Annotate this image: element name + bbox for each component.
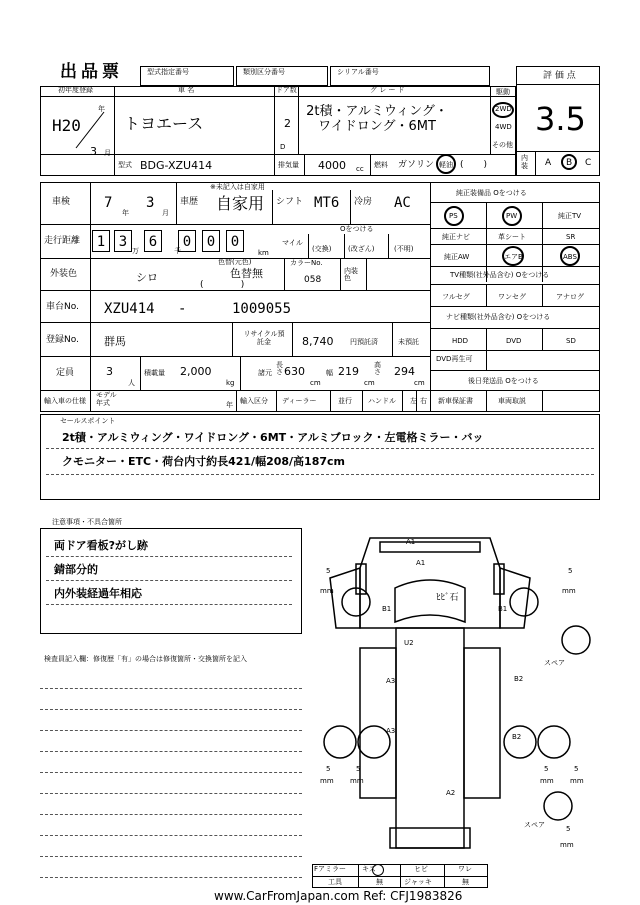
chassis-label: 車台No. <box>46 302 79 312</box>
inspection-month-unit: 月 <box>162 209 169 217</box>
car-name-label: 車 名 <box>178 86 195 94</box>
capacity-value: 3 <box>106 365 113 378</box>
meter-tamper: (改ざん) <box>348 245 375 253</box>
tire-fr: 5 <box>568 567 573 575</box>
interior-b: B <box>566 158 573 168</box>
category-box <box>236 66 328 86</box>
ac-label: 冷房 <box>354 197 373 207</box>
tire-unit-rl2: mm <box>350 777 364 785</box>
inspector-line <box>40 814 302 815</box>
legend-hibi: ヒビ <box>414 865 428 873</box>
length-value: 630 <box>284 365 305 378</box>
tire-rl2: 5 <box>356 765 361 773</box>
fuel-diesel: 軽油 <box>439 161 453 169</box>
equip-sr: SR <box>566 233 576 241</box>
diag-u2: U2 <box>404 639 414 647</box>
meter-options-note: Oをつける <box>340 225 374 233</box>
tire-rr1: 5 <box>544 765 549 773</box>
ac-value: AC <box>394 195 411 211</box>
equip-tv: 純正TV <box>558 212 582 220</box>
diag-a2: A2 <box>446 789 456 797</box>
car-name: トヨエース <box>124 114 204 133</box>
interior-a: A <box>545 158 552 168</box>
legend-kizu: キズ <box>362 865 376 873</box>
spare-value: 5 <box>566 825 571 833</box>
month-value: 3 <box>90 145 97 158</box>
meter-unknown: (不明) <box>394 245 414 253</box>
tire-rl1: 5 <box>326 765 331 773</box>
tv-fullseg: フルセグ <box>442 293 470 301</box>
exterior-color: シロ <box>136 271 158 284</box>
drive-4wd: 4WD <box>495 123 512 131</box>
model-year-unit: 年 <box>226 401 233 409</box>
registration-value: 群馬 <box>104 335 126 348</box>
tire-unit-rl1: mm <box>320 777 334 785</box>
vehicle-diagram <box>300 528 600 868</box>
legend-ware: ワレ <box>458 865 472 873</box>
shift-label: シフト <box>276 197 304 207</box>
inspection-year-unit: 年 <box>122 209 129 217</box>
diag-a3-left: A3 <box>386 677 396 685</box>
year-era: H20 <box>52 116 81 135</box>
shift-value: MT6 <box>314 195 340 211</box>
month-unit: 月 <box>104 149 111 157</box>
doors-suffix: D <box>280 143 286 151</box>
tire-fl: 5 <box>326 567 331 575</box>
displacement-label: 排気量 <box>278 161 299 169</box>
mileage-unit-man: 万 <box>132 247 139 255</box>
tire-unit-rr2: mm <box>570 777 584 785</box>
dims-label: 諸元 <box>258 369 272 377</box>
chassis-dash: - <box>178 301 187 317</box>
height-label: 高さ <box>374 361 381 376</box>
category-label: 類別区分番号 <box>243 68 285 76</box>
tire-unit-rr1: mm <box>540 777 554 785</box>
tire-unit-fl: mm <box>320 587 334 595</box>
width-value: 219 <box>338 365 359 378</box>
handle-label: ハンドル <box>368 397 396 405</box>
dims-unit-1: cm <box>310 379 321 387</box>
history-note: ※未記入は自家用 <box>210 183 265 191</box>
inspector-line <box>40 793 302 794</box>
mileage-digit: 0 <box>202 230 220 252</box>
color-code: 058 <box>304 275 322 285</box>
diag-a1-bottom: A1 <box>416 559 426 567</box>
legend-tools-val: 無 <box>376 878 383 886</box>
rating-box <box>516 66 600 176</box>
legend-jack: ジャッキ <box>404 878 432 886</box>
fuel-gasoline: ガソリン <box>398 160 435 170</box>
tire-unit-spare: mm <box>560 841 574 849</box>
doors-label: ドア数 <box>276 86 297 94</box>
equip-airbag: エアB <box>504 253 523 261</box>
chassis-model: XZU414 <box>104 301 155 317</box>
notes-item-3: 内外装経過年相応 <box>54 587 142 600</box>
inspector-line <box>40 835 302 836</box>
registration-label: 登録No. <box>46 335 79 345</box>
dealer: ディーラー <box>282 397 317 405</box>
sales-point-label: セールスポイント <box>60 417 116 425</box>
inspector-line <box>40 709 302 710</box>
year-unit: 年 <box>98 105 105 113</box>
chassis-number: 1009055 <box>232 301 292 317</box>
equip-leather: 革シート <box>498 233 526 241</box>
width-label: 幅 <box>326 369 333 377</box>
capacity-label: 定員 <box>56 368 75 378</box>
tv-type-title: TV種類(社外品含む) Oをつける <box>450 271 550 279</box>
parallel: 並行 <box>338 397 352 405</box>
inspection-label: 車検 <box>52 197 71 207</box>
capacity-unit: 人 <box>128 379 135 387</box>
navi-dvd: DVD <box>506 337 522 345</box>
grade-col-label: グ レ ー ド <box>370 86 405 94</box>
diag-hibi: ﾋﾋﾞ石 <box>436 593 459 603</box>
dims-unit-2: cm <box>364 379 375 387</box>
inspector-line <box>40 751 302 752</box>
sales-point-line2: クモニター・ETC・荷台内寸約長421/幅208/高187cm <box>62 455 345 468</box>
score-value: 3.5 <box>535 100 586 138</box>
navi-hdd: HDD <box>452 337 469 345</box>
inspection-year: 7 <box>104 195 113 211</box>
diag-b1-left: B1 <box>382 605 392 613</box>
diag-a1-top: A1 <box>406 538 416 546</box>
serial-label: シリアル番号 <box>337 68 379 76</box>
mileage-digit: 0 <box>226 230 244 252</box>
fuel-paren: ( ) <box>460 160 488 170</box>
mileage-label: 走行距離 <box>44 236 81 246</box>
height-value: 294 <box>394 365 415 378</box>
type-designation-box <box>140 66 234 86</box>
inspector-line <box>40 877 302 878</box>
color-change-label: 色替(元色) <box>218 258 252 266</box>
load-value: 2,000 <box>180 365 212 378</box>
equip-ps: PS <box>449 212 458 220</box>
history-value: 自家用 <box>216 194 265 213</box>
legend-f-mirror: Fアミラー <box>314 865 347 873</box>
notes-item-1: 両ドア看板?がし跡 <box>54 539 149 552</box>
displacement-value: 4000 <box>318 159 346 172</box>
equip-navi: 純正ナビ <box>442 233 470 241</box>
model-label: 型式 <box>118 161 132 169</box>
length-label: 長さ <box>276 361 283 376</box>
first-reg-label: 初年度登録 <box>58 86 93 94</box>
import-label: 輸入車の仕様 <box>44 397 86 405</box>
mileage-digit: 3 <box>114 230 132 252</box>
spare-label-2: スペア <box>524 821 545 829</box>
docs-manual: 車両取説 <box>498 397 526 405</box>
model-year-label: モデル年式 <box>96 391 117 407</box>
mileage-digit: 6 <box>144 230 162 252</box>
displacement-unit: cc <box>356 165 364 173</box>
load-unit: kg <box>226 379 235 387</box>
exterior-label: 外装色 <box>50 269 78 279</box>
mileage-unit-sen: 千 <box>174 247 181 255</box>
load-label: 積載量 <box>144 369 165 377</box>
color-change-paren: ( ) <box>200 280 245 290</box>
model-value: BDG-XZU414 <box>140 159 213 172</box>
rating-label: 評 価 点 <box>543 71 576 81</box>
equipment-title: 純正装備品 Oをつける <box>456 189 527 197</box>
mileage-unit-km: km <box>258 249 269 257</box>
diag-b2-upper: B2 <box>514 675 524 683</box>
sales-point-line1: 2t積・アルミウィング・ワイドロング・6MT・アルミブロック・左電格ミラー・バッ <box>62 431 484 444</box>
recycle-unit: 円預託済 <box>350 338 378 346</box>
drive-2wd: 2WD <box>495 105 512 113</box>
recycle-amount: 8,740 <box>302 335 334 348</box>
diag-b2-lower: B2 <box>512 733 522 741</box>
diag-a3-right: A3 <box>386 727 396 735</box>
equip-abs: ABS <box>563 253 577 261</box>
inspector-line <box>40 772 302 773</box>
tv-analog: アナログ <box>556 293 584 301</box>
docs-warranty: 新車保証書 <box>438 397 473 405</box>
interior-c: C <box>585 158 592 168</box>
inspector-label: 検査員記入欄：修復歴「有」の場合は修復箇所・交換箇所を記入 <box>44 655 247 663</box>
equip-pw: PW <box>506 212 518 220</box>
spare-label-1: スペア <box>544 659 565 667</box>
interior-color-label: 内装色 <box>344 267 358 282</box>
interior-label: 内装 <box>521 154 528 170</box>
inspection-month: 3 <box>146 195 155 211</box>
fuel-label: 燃料 <box>374 161 388 169</box>
meter-label: マイル <box>282 239 303 247</box>
page-title: 出品票 <box>60 62 123 82</box>
inspector-line <box>40 856 302 857</box>
notes-label: 注意事項・不具合箇所 <box>52 518 122 526</box>
legend-jack-val: 無 <box>462 878 469 886</box>
watermark: www.CarFromJapan.com Ref: CFJ1983826 <box>214 889 463 903</box>
doors-value: 2 <box>284 117 291 130</box>
navi-type-title: ナビ種類(社外品含む) Oをつける <box>446 313 551 321</box>
legend-tools: 工具 <box>328 878 342 886</box>
import-category-label: 輸入区分 <box>240 397 268 405</box>
color-change: 色替無 <box>230 267 263 280</box>
mileage-digit: 0 <box>178 230 196 252</box>
diag-b1-right: B1 <box>498 605 508 613</box>
type-designation-label: 型式指定番号 <box>147 68 189 76</box>
mileage-digits <box>92 226 272 256</box>
recycle-unpaid: 未預託 <box>398 338 419 346</box>
notes-item-2: 錆部分的 <box>54 563 98 576</box>
color-code-label: カラーNo. <box>290 259 323 267</box>
tire-rr2: 5 <box>574 765 579 773</box>
serial-box <box>330 66 490 86</box>
inspector-line <box>40 688 302 689</box>
tv-oneseg: ワンセグ <box>498 293 526 301</box>
grade-value: 2t積・アルミウィング・ワイドロング・6MT <box>306 104 448 134</box>
right-label: 右 <box>420 397 427 405</box>
inspector-line <box>40 730 302 731</box>
docs-title: 後日発送品 Oをつける <box>468 377 539 385</box>
dims-unit-3: cm <box>414 379 425 387</box>
meter-exchange: (交換) <box>312 245 332 253</box>
mileage-digit: 1 <box>92 230 110 252</box>
history-label: 車歴 <box>180 197 199 207</box>
left-label: 左 <box>410 397 417 405</box>
drive-other: その他 <box>492 141 513 149</box>
drive-label: 駆動 <box>496 88 510 96</box>
navi-sd: SD <box>566 337 576 345</box>
recycle-label: リサイクル預託金 <box>243 330 285 347</box>
tire-unit-fr: mm <box>562 587 576 595</box>
equip-aw: 純正AW <box>444 253 470 261</box>
navi-dvd-play: DVD再生可 <box>436 355 473 363</box>
